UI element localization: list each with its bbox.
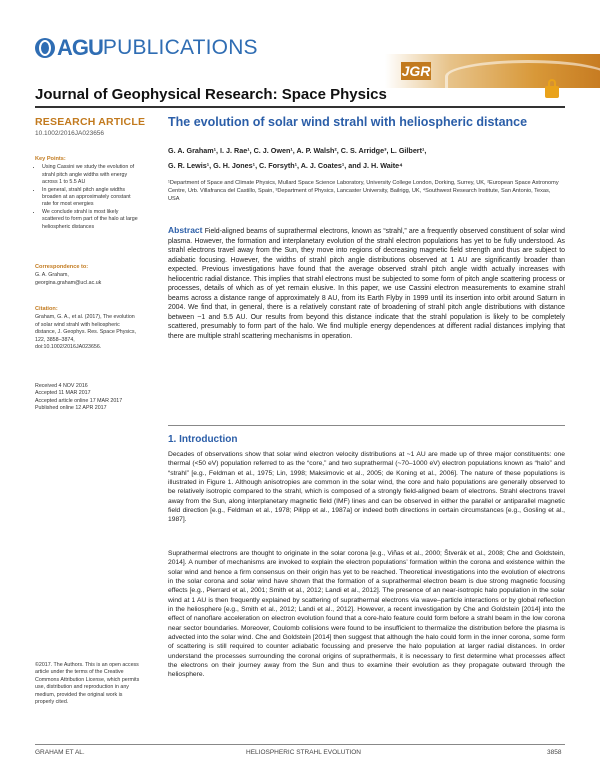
doi[interactable]: 10.1002/2016JA023656 — [35, 130, 105, 137]
authors-line-2: G. R. Lewis¹, G. H. Jones¹, C. Forsyth¹, A. J. Coates¹, and J. H. Waite⁴ — [168, 161, 403, 170]
footer-divider — [35, 744, 565, 745]
article-type: RESEARCH ARTICLE — [35, 116, 146, 128]
section-divider — [168, 425, 565, 426]
date-accepted-online: Accepted article online 17 MAR 2017 — [35, 397, 123, 404]
date-accepted: Accepted 11 MAR 2017 — [35, 390, 91, 397]
jgr-banner — [385, 54, 600, 88]
citation — [35, 306, 140, 351]
authors-line-1: G. A. Graham¹, I. J. Rae¹, C. J. Owen¹, A. P. Walsh², C. S. Arridge³, L. Gilbert¹, — [168, 146, 427, 155]
correspondence-email[interactable]: georgina.graham@ucl.ac.uk — [35, 279, 102, 286]
intro-paragraph-1: Decades of observations show that solar wind electron velocity distributions at ~1 AU are made up of three major constituents: one thermal (<50 eV) population referred to as the “core,” and two suprathermal (~70–1000 eV) electron populations known as “halo” and “strahl” [e.g., Feldman et al., 1975; Lin, 1998; Maksimovic et al., 2005; de Koning et al., 2006]. The nature of these populations is illustrated in Figure 1. Although anisotropies are common in the solar wind, the core and halo populations are generally observed to be relatively isotropic compared to the strahl, which is composed of a strongly field-aligned beam of electrons. Strahl electrons travel away from the Sun, along interplanetary magnetic field (IMF) lines and can be observed in either the parallel or antiparallel magnetic field direction [e.g., Feldman et al., 1978; Pilipp et al., 1987a] or indeed both directions in certain circumstances [e.g., Gosling et al., 1987]. — [168, 451, 565, 524]
affiliations: ¹Department of Space and Climate Physics, Mullard Space Science Laboratory, University College London, Dorking, Surrey, UK, ²European Space Astronomy Centre, Urb. Villafranca del Castillo, Spain, ³Department of Physics, Lancaster University, Bailrigg, UK, ⁴Southwest Research Institute, San Antonio, Texas, USA — [168, 180, 559, 202]
key-points-heading: Key Points: — [35, 156, 66, 162]
key-point: • In general, strahl pitch angle widths broaden at an approximately constant rate for most energies — [42, 187, 140, 209]
correspondence-name: G. A. Graham, — [35, 272, 69, 279]
agu-publications-logo — [35, 37, 258, 59]
logo-publications-text: PUBLICATIONS — [102, 36, 258, 59]
header-divider — [35, 106, 565, 108]
correspondence-heading: Correspondence to: — [35, 264, 89, 270]
author-list — [168, 143, 568, 173]
key-point: • We conclude strahl is most likely scattered to form part of the halo at large heliospheric distances — [42, 209, 140, 231]
abstract — [168, 226, 565, 341]
abstract-text: Field-aligned beams of suprathermal electrons, known as “strahl,” are a frequently observed constituent of solar wind plasma. However, the formation and interplanetary evolution of the strahl electron populations has yet to be fully understood. As strahl electrons travel away from the Sun, they move into regions of decreasing magnetic field strength and thus are subject to adiabatic focusing. However, the widths of strahl pitch angle distributions observed at 1 AU are significantly broader than expected. Previous investigations have found that the average observed strahl pitch angle width actually increases with heliocentric radial distance. This implies that strahl electrons must be subjected to some form of pitch angle scattering process or processes, details of which as of yet remain elusive. In this paper, we use Cassini electron measurements to examine strahl beams across a distance range of approximately 8 AU, from its Earth Flyby in 1999 until its insertion into orbit around Saturn in 2004. We find that, in general, there is a relatively constant rate of broadening of strahl pitch angle distributions with distance between ~1 and 5.5 AU. Our results from beyond this distance indicate that the strahl population is likely to be completely scattered, presumably to form part of the halo. We find multiple energy dependences at different radial distances implying that there are multiple strahl scattering mechanisms in operation. — [168, 228, 565, 340]
wave-decoration — [445, 60, 600, 88]
key-points — [35, 156, 140, 231]
journal-title: Journal of Geophysical Research: Space Physics — [35, 86, 387, 103]
jgr-badge: JGR — [401, 63, 431, 79]
date-published: Published online 12 APR 2017 — [35, 405, 107, 412]
footer-running-title: HELIOSPHERIC STRAHL EVOLUTION — [246, 749, 361, 756]
citation-text: Graham, G. A., et al. (2017), The evolution of solar wind strahl with heliospheric distance, J. Geophys. Res. Space Physics, 122, 3858–3874, doi:10.1002/2016JA023656. — [35, 314, 136, 351]
globe-icon — [35, 38, 55, 58]
open-access-lock-icon — [545, 86, 559, 98]
section-heading: 1. Introduction — [168, 434, 238, 445]
key-point: • Using Cassini we study the evolution of strahl pitch angle widths with energy across 1 to 5.5 AU — [42, 164, 140, 186]
logo-agu-text: AGU — [57, 35, 103, 60]
abstract-heading: Abstract — [168, 225, 203, 235]
date-received: Received 4 NOV 2016 — [35, 383, 88, 389]
correspondence — [35, 264, 140, 287]
page-number: 3858 — [547, 749, 562, 756]
license-notice: ©2017. The Authors. This is an open access article under the terms of the Creative Commons Attribution License, which permits use, distribution and reproduction in any medium, provided the original work is properly cited. — [35, 662, 140, 706]
article-dates — [35, 383, 140, 413]
article-title: The evolution of solar wind strahl with heliospheric distance — [168, 115, 528, 129]
footer-authors: GRAHAM ET AL. — [35, 749, 85, 756]
intro-paragraph-2: Suprathermal electrons are thought to originate in the solar corona [e.g., Viñas et al., 2000; Štverák et al., 2008; Che and Goldstein, 2014]. A number of mechanisms are invoked to explain the electron populations’ formation within the corona and existence within the solar wind and hence a firm consensus on their origin has yet to be reached. Theoretical investigations into the evolution of electrons in the solar corona and solar wind have shown that the formation of a suprathermal electron beam is due strong magnetic focusing effects [e.g., Pierrard et al., 2001; Smith et al., 2012; Landi et al., 2012]. The presence of an near-isotropic halo population in the solar wind at 1 AU is then frequently explained by scattering of suprathermal electrons via wave–particle interactions or by global reflection in the heliosphere [e.g., Smith et al., 2012; Landi et al., 2012]. However, a recent investigation by Che and Goldstein [2014] into the effect of nanoflare acceleration on electron evolution found that a core-halo feature could form before a strahl beam in the low corona near sector boundaries. Moreover, Coulomb collisions were found to be insufficient to thermalize the distribution before the plasma is advected into the solar wind. Che and Goldstein [2014] then suggest that although the halo could form in the inner corona, some form of scattering is still required to counter adiabatic focussing and preserve the halo population at larger radial distances. In order understand the processes surrounding the coronal origins of suprathermals, it is necessary to first determine what processes affect the electrons on their journey away from the Sun and thus to examine their evolution as they propagate outward through the heliosphere. — [168, 550, 565, 679]
citation-heading: Citation: — [35, 306, 58, 312]
